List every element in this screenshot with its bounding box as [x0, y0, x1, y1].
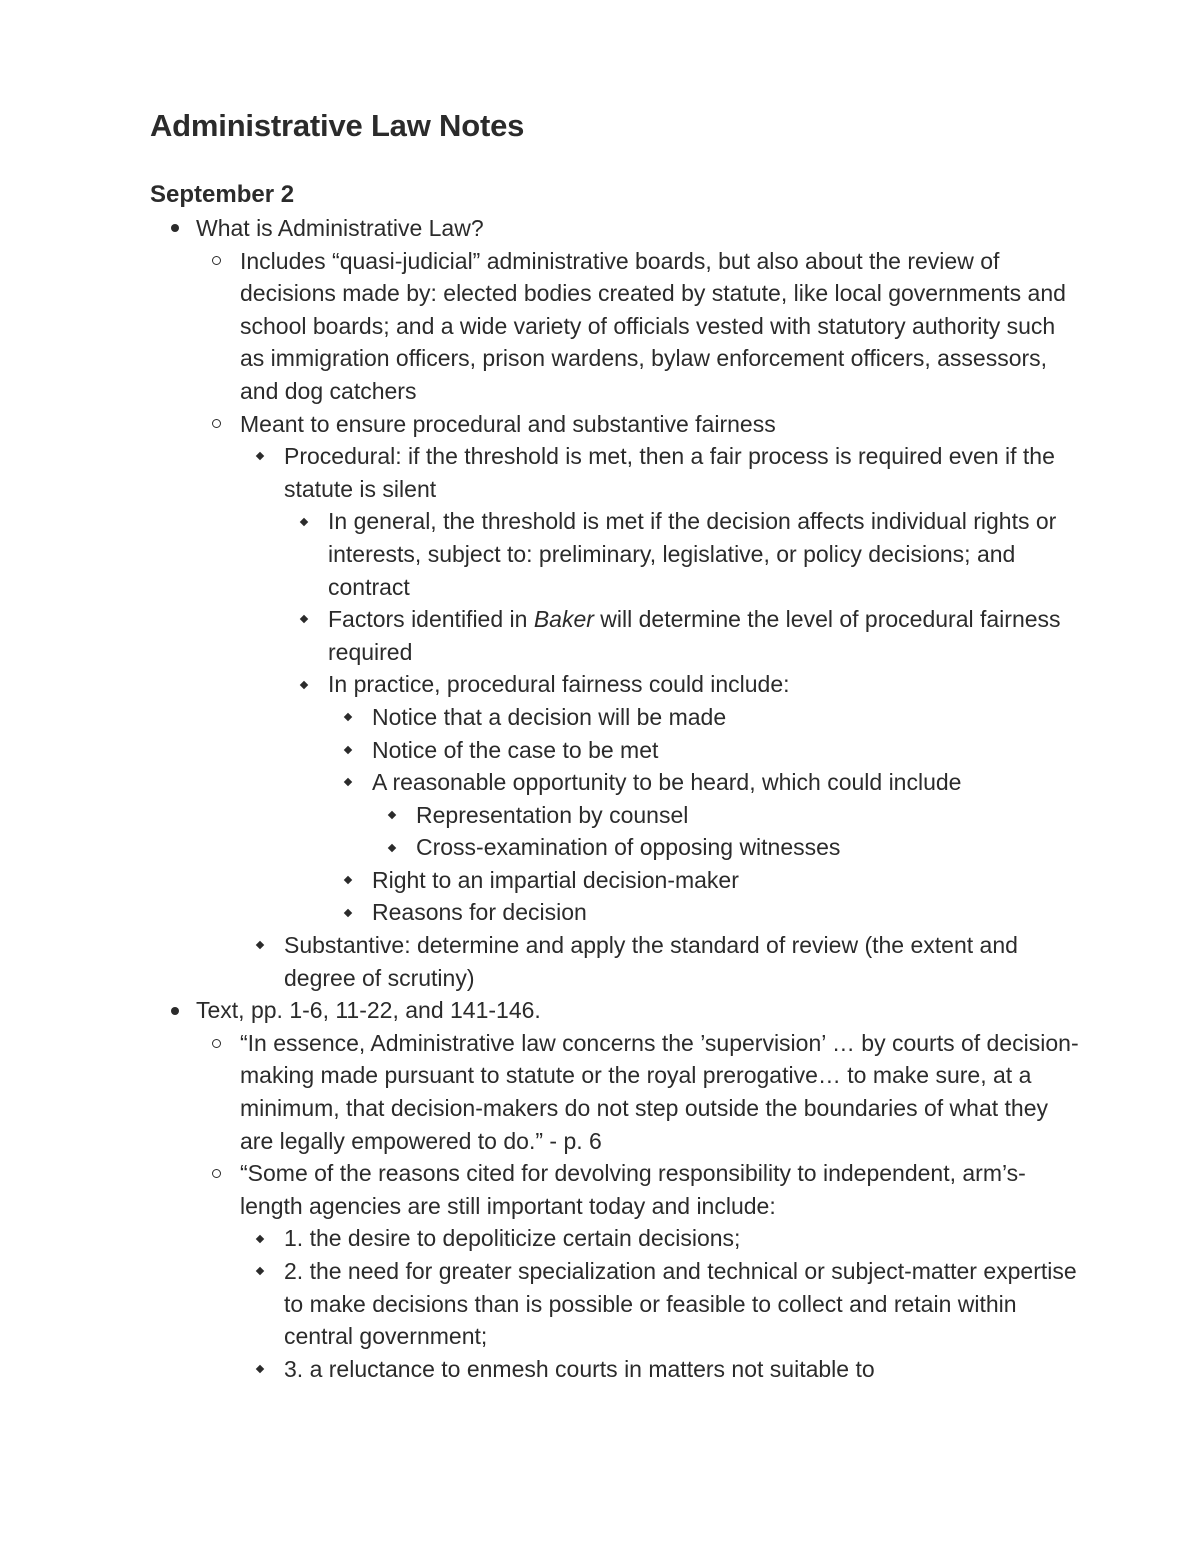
list-item-text-prefix: Factors identified in	[328, 606, 534, 633]
list-item-text: Representation by counsel	[416, 801, 689, 828]
list-item	[328, 505, 1080, 603]
list-item	[416, 799, 1080, 832]
list-item-text: Meant to ensure procedural and substantive fairness	[240, 410, 776, 437]
list-item	[372, 734, 1080, 767]
list-item	[416, 831, 1080, 864]
list-item	[150, 994, 1080, 1385]
list-item-text: 2. the need for greater specialization and technical or subject-matter expertise to make decisions than is possible or feasible to collect and retain within central government;	[284, 1258, 1077, 1350]
list-item-text: In general, the threshold is met if the decision affects individual rights or interests, subject to: preliminary, legislative, or policy decisions; and contract	[328, 508, 1057, 600]
diamond-bullet-icon	[338, 896, 358, 929]
list-item-text: Notice of the case to be met	[372, 736, 659, 763]
diamond-bullet-icon	[338, 766, 358, 799]
list-item-text: Cross-examination of opposing witnesses	[416, 834, 841, 861]
case-name: Baker	[533, 606, 594, 633]
diamond-bullet-icon	[250, 1353, 270, 1386]
document-title: Administrative Law Notes	[150, 108, 525, 143]
diamond-bullet-icon	[250, 929, 270, 962]
diamond-bullet-icon	[294, 603, 314, 636]
list-item-text: Reasons for decision	[372, 899, 587, 926]
diamond-bullet-icon	[382, 831, 402, 864]
list-item-text: Notice that a decision will be made	[372, 703, 727, 730]
notes-list	[150, 212, 1080, 1385]
list-item-text: Text, pp. 1-6, 11-22, and 141-146.	[196, 997, 541, 1024]
list-item	[240, 1027, 1080, 1157]
diamond-bullet-icon	[338, 701, 358, 734]
list-item	[328, 668, 1080, 929]
diamond-bullet-icon	[250, 440, 270, 473]
circle-bullet-icon	[206, 1027, 226, 1060]
list-item-text-suffix: will determine the level of procedural fairness required	[328, 606, 1061, 665]
list-item	[372, 701, 1080, 734]
list-item	[284, 1353, 1080, 1386]
list-item	[372, 766, 1080, 864]
list-item	[240, 408, 1080, 995]
list-item	[372, 864, 1080, 897]
circle-bullet-icon	[206, 1157, 226, 1190]
circle-bullet-icon	[206, 245, 226, 278]
list-item	[284, 1255, 1080, 1353]
diamond-bullet-icon	[338, 734, 358, 767]
circle-bullet-icon	[206, 408, 226, 441]
list-item-text: Right to an impartial decision-maker	[372, 866, 739, 893]
list-item-text: 1. the desire to depoliticize certain decisions;	[284, 1225, 741, 1252]
list-item-text: In practice, procedural fairness could include:	[328, 671, 790, 698]
list-item	[240, 245, 1080, 408]
list-item	[284, 1222, 1080, 1255]
list-item-text: Procedural: if the threshold is met, then a fair process is required even if the statute is silent	[284, 443, 1055, 502]
list-item-text: “Some of the reasons cited for devolving responsibility to independent, arm’s-length agencies are still important today and include:	[240, 1160, 1026, 1219]
diamond-bullet-icon	[338, 864, 358, 897]
list-item	[328, 603, 1080, 668]
diamond-bullet-icon	[382, 799, 402, 832]
list-item-text: “In essence, Administrative law concerns the ’supervision’ … by courts of decision-making made pursuant to statute or the royal prerogative… to make sure, at a minimum, that decision-makers do not step outside the boundaries of what they are legally empowered to do.” - p. 6	[240, 1029, 1079, 1154]
document-page	[150, 104, 1080, 1385]
list-item-text: 3. a reluctance to enmesh courts in matters not suitable to	[284, 1355, 875, 1382]
list-item	[150, 212, 1080, 994]
list-item-text: What is Administrative Law?	[196, 215, 484, 241]
diamond-bullet-icon	[294, 505, 314, 538]
list-item	[372, 896, 1080, 929]
disc-bullet-icon	[165, 994, 185, 1027]
list-item	[284, 440, 1080, 929]
section-heading: September 2	[150, 181, 295, 208]
diamond-bullet-icon	[250, 1255, 270, 1288]
list-item-text: Includes “quasi-judicial” administrative boards, but also about the review of decisions made by: elected bodies created by statute, like local governments and school boards; and a wide variety of officials vested with statutory authority such as immigration officers, prison wardens, bylaw enforcement officers, assessors, and dog catchers	[240, 247, 1066, 404]
list-item-text: Substantive: determine and apply the standard of review (the extent and degree of scrutiny)	[284, 932, 1018, 991]
list-item	[284, 929, 1080, 994]
diamond-bullet-icon	[294, 668, 314, 701]
disc-bullet-icon	[165, 212, 185, 245]
list-item-text: A reasonable opportunity to be heard, which could include	[372, 769, 962, 796]
diamond-bullet-icon	[250, 1222, 270, 1255]
list-item	[240, 1157, 1080, 1385]
